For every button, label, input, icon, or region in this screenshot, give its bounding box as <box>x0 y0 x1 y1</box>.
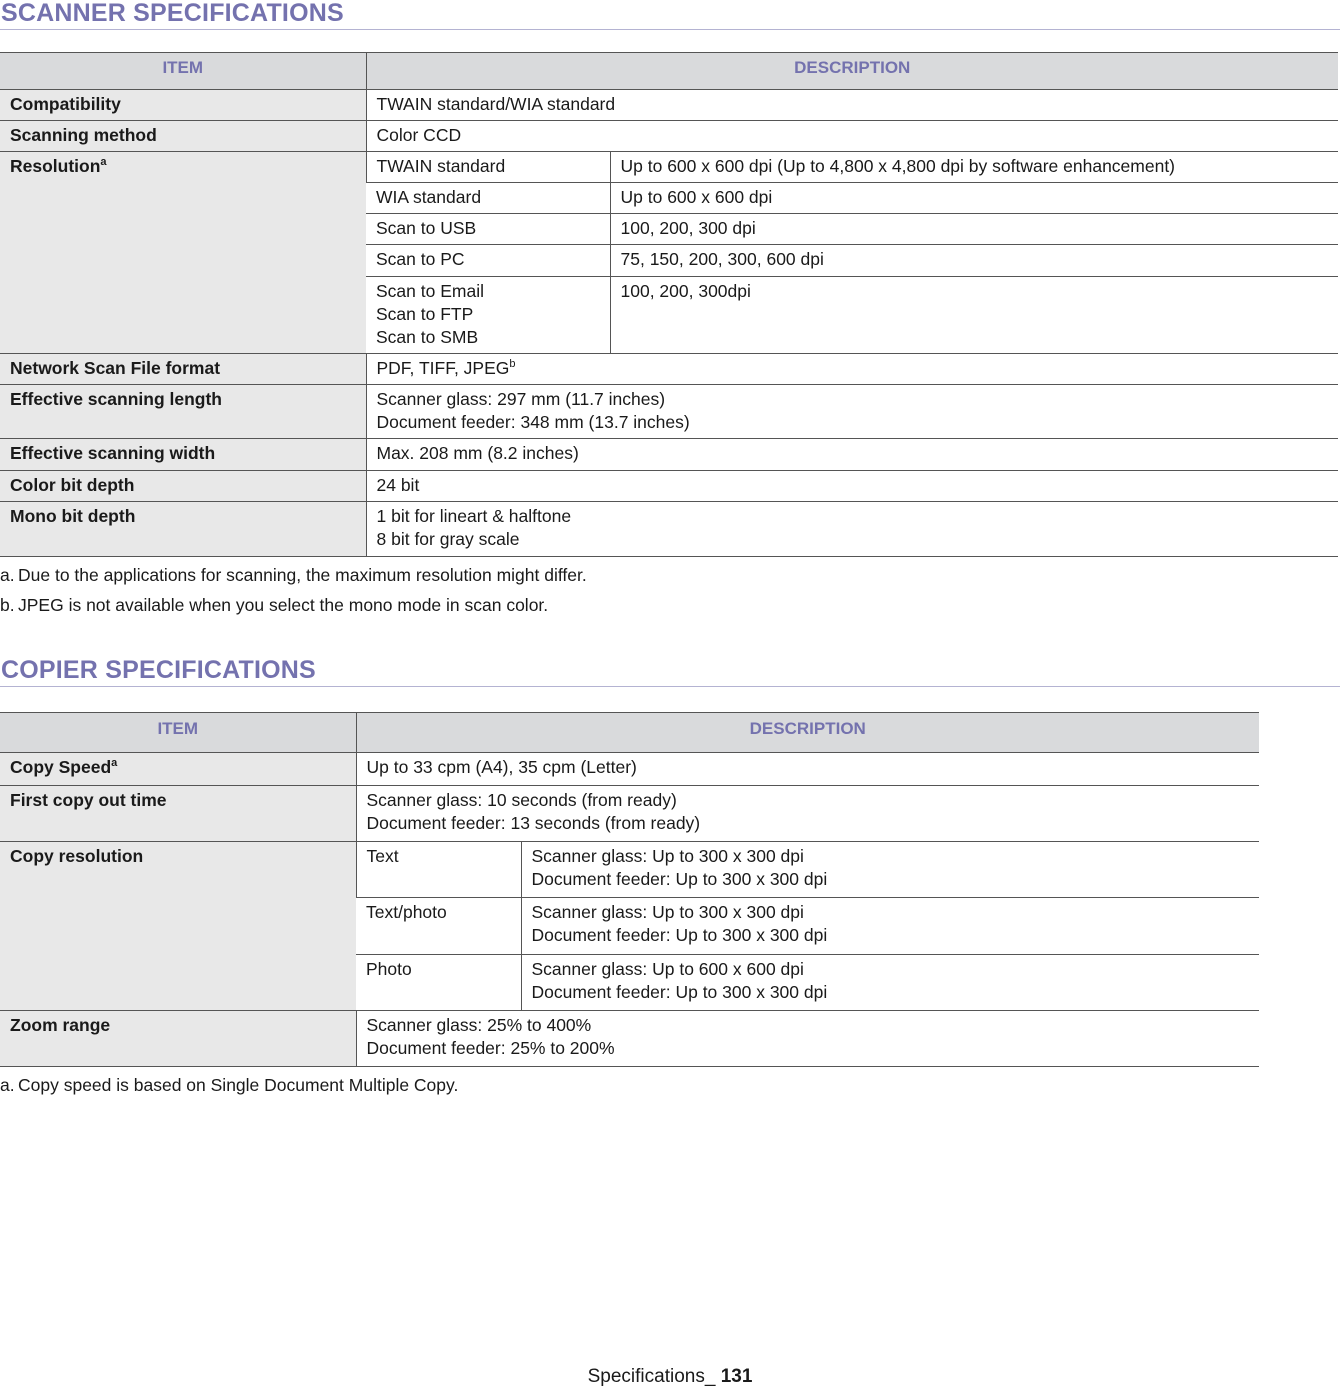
footer-chapter: Specifications_ <box>587 1366 716 1387</box>
network-format-cell <box>366 354 1338 385</box>
resolution-mode-line: Scan to Email <box>376 281 484 301</box>
resolution-mode: Scan to USB <box>366 214 610 245</box>
scan-length-line: Scanner glass: 297 mm (11.7 inches) <box>376 389 666 409</box>
first-copy-label: First copy out time <box>0 786 356 842</box>
zoom-range-cell <box>356 1011 1259 1067</box>
item-column-header: ITEM <box>0 53 366 90</box>
mono-depth-label: Mono bit depth <box>0 502 366 557</box>
scanner-table-header-row <box>0 53 1338 90</box>
zoom-range-line: Scanner glass: 25% to 400% <box>366 1015 592 1035</box>
mono-depth-cell <box>366 502 1338 557</box>
scanner-title-rule <box>0 29 1340 30</box>
copy-resolution-label: Copy resolution <box>0 842 356 1011</box>
table-row <box>0 786 1259 842</box>
resolution-value: 75, 150, 200, 300, 600 dpi <box>610 245 1338 277</box>
copy-resolution-mode: Photo <box>356 955 521 1011</box>
network-format-footnote-marker: b <box>509 358 516 370</box>
copy-speed-label-cell <box>0 753 356 786</box>
first-copy-cell <box>356 786 1259 842</box>
network-format-value: PDF, TIFF, JPEG <box>376 358 510 378</box>
resolution-mode-line: Scan to SMB <box>376 327 479 347</box>
copy-speed-label: Copy Speed <box>10 757 112 777</box>
resolution-value: 100, 200, 300dpi <box>610 277 1338 354</box>
copy-resolution-line: Scanner glass: Up to 600 x 600 dpi <box>531 959 804 979</box>
description-column-header: DESCRIPTION <box>356 713 1259 753</box>
scanning-method-value: Color CCD <box>366 121 1338 152</box>
network-format-label: Network Scan File format <box>0 354 366 385</box>
copy-resolution-line: Scanner glass: Up to 300 x 300 dpi <box>531 902 804 922</box>
scanner-footnote-a <box>0 564 587 586</box>
first-copy-line: Document feeder: 13 seconds (from ready) <box>366 813 701 833</box>
resolution-label: Resolution <box>10 156 101 176</box>
description-column-header: DESCRIPTION <box>366 53 1338 90</box>
page-footer <box>0 1366 1340 1388</box>
scan-length-label: Effective scanning length <box>0 385 366 439</box>
table-row <box>0 354 1338 385</box>
copy-resolution-line: Document feeder: Up to 300 x 300 dpi <box>531 869 828 889</box>
table-row <box>0 152 1338 183</box>
table-row <box>0 439 1338 471</box>
copy-resolution-cell <box>521 842 1259 898</box>
copier-footnote-a <box>0 1074 458 1096</box>
table-row <box>0 1011 1259 1067</box>
compatibility-label: Compatibility <box>0 90 366 121</box>
resolution-mode-line: Scan to FTP <box>376 304 474 324</box>
copier-section <box>0 657 1340 687</box>
scan-length-line: Document feeder: 348 mm (13.7 inches) <box>376 412 690 432</box>
copy-resolution-line: Document feeder: Up to 300 x 300 dpi <box>531 925 828 945</box>
table-row <box>0 121 1338 152</box>
footnote-mark: a. <box>0 565 15 585</box>
copy-speed-value: Up to 33 cpm (A4), 35 cpm (Letter) <box>356 753 1259 786</box>
color-depth-label: Color bit depth <box>0 471 366 502</box>
copy-resolution-mode: Text/photo <box>356 898 521 955</box>
first-copy-line: Scanner glass: 10 seconds (from ready) <box>366 790 677 810</box>
scan-width-label: Effective scanning width <box>0 439 366 471</box>
table-row <box>0 385 1338 439</box>
table-row <box>0 471 1338 502</box>
table-row <box>0 753 1259 786</box>
copy-resolution-cell <box>521 898 1259 955</box>
table-row <box>0 842 1259 898</box>
copy-resolution-line: Scanner glass: Up to 300 x 300 dpi <box>531 846 804 866</box>
mono-depth-line: 8 bit for gray scale <box>376 529 520 549</box>
resolution-mode: TWAIN standard <box>366 152 610 183</box>
resolution-mode: Scan to PC <box>366 245 610 277</box>
resolution-mode-multi <box>366 277 610 354</box>
footnote-text: Copy speed is based on Single Document Multiple Copy. <box>18 1075 459 1095</box>
scanner-footnote-b <box>0 594 548 616</box>
mono-depth-line: 1 bit for lineart & halftone <box>376 506 572 526</box>
copier-title-rule <box>0 686 1340 687</box>
footnote-text: JPEG is not available when you select the mono mode in scan color. <box>18 595 549 615</box>
zoom-range-line: Document feeder: 25% to 200% <box>366 1038 615 1058</box>
item-column-header: ITEM <box>0 713 356 753</box>
copier-table-header-row <box>0 713 1259 753</box>
copier-spec-table <box>0 712 1259 1067</box>
resolution-value: Up to 600 x 600 dpi (Up to 4,800 x 4,800 dpi by software enhancement) <box>610 152 1338 183</box>
page-number: 131 <box>720 1366 753 1387</box>
zoom-range-label: Zoom range <box>0 1011 356 1067</box>
footnote-text: Due to the applications for scanning, the maximum resolution might differ. <box>18 565 587 585</box>
compatibility-value: TWAIN standard/WIA standard <box>366 90 1338 121</box>
scanner-section <box>0 0 1340 30</box>
resolution-value: 100, 200, 300 dpi <box>610 214 1338 245</box>
resolution-label-cell <box>0 152 366 354</box>
copier-section-title: COPIER SPECIFICATIONS <box>1 656 316 684</box>
resolution-mode: WIA standard <box>366 183 610 214</box>
color-depth-value: 24 bit <box>366 471 1338 502</box>
table-row <box>0 502 1338 557</box>
copy-resolution-cell <box>521 955 1259 1011</box>
resolution-value: Up to 600 x 600 dpi <box>610 183 1338 214</box>
scanner-spec-table <box>0 52 1338 557</box>
scan-length-cell <box>366 385 1338 439</box>
scan-width-value: Max. 208 mm (8.2 inches) <box>366 439 1338 471</box>
scanner-section-title: SCANNER SPECIFICATIONS <box>1 0 344 27</box>
table-row <box>0 90 1338 121</box>
scanning-method-label: Scanning method <box>0 121 366 152</box>
copy-resolution-mode: Text <box>356 842 521 898</box>
resolution-footnote-marker: a <box>100 156 107 168</box>
copy-speed-footnote-marker: a <box>111 757 118 769</box>
copy-resolution-line: Document feeder: Up to 300 x 300 dpi <box>531 982 828 1002</box>
footnote-mark: b. <box>0 595 15 615</box>
footnote-mark: a. <box>0 1075 15 1095</box>
